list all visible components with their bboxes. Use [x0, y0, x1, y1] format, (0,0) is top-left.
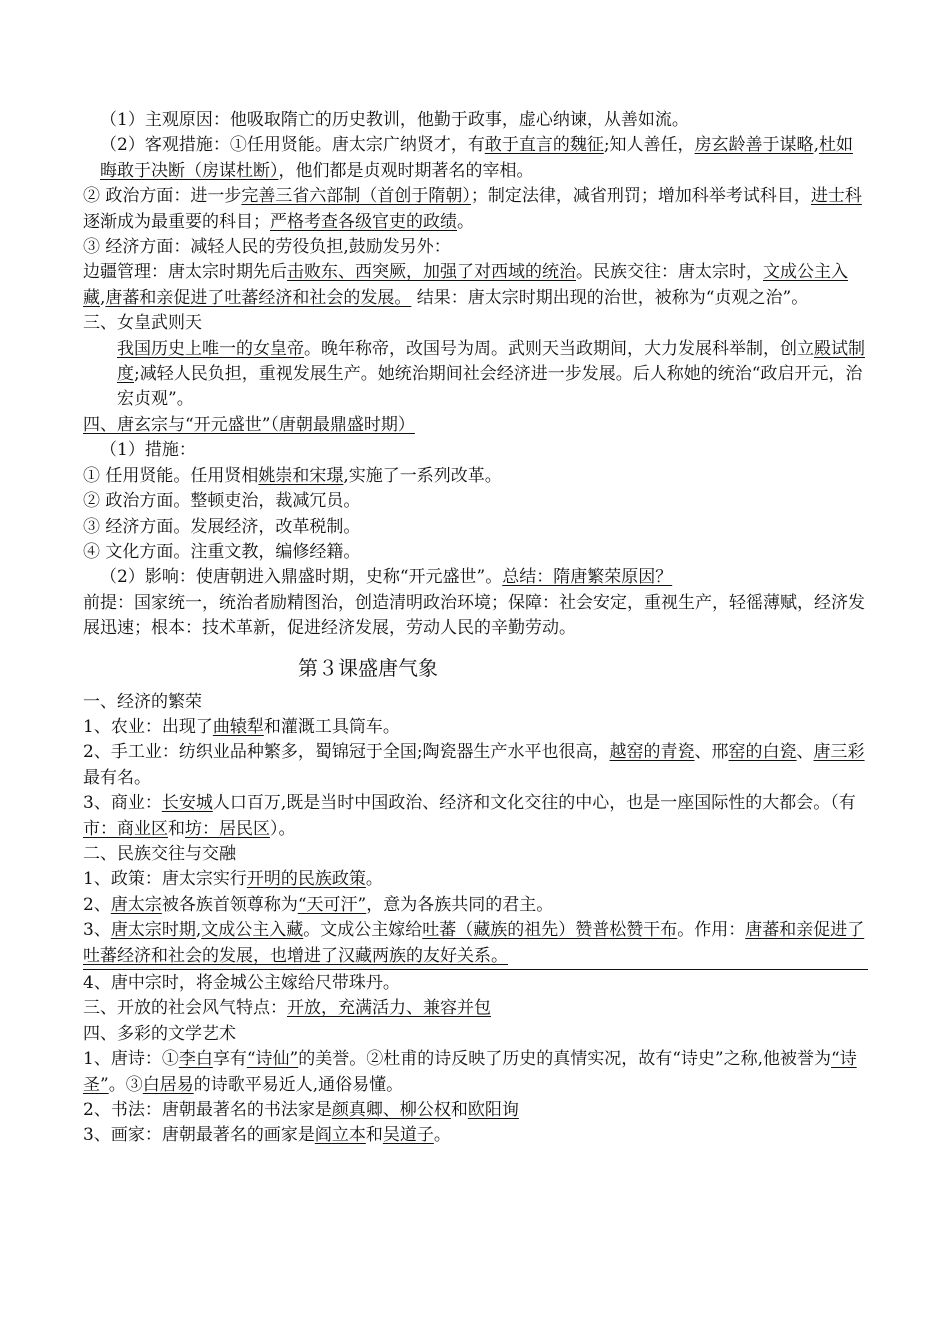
para-politics: [83, 184, 868, 235]
text: 4、唐中宗时，将金城公主嫁给尺带珠丹。: [83, 973, 400, 993]
underlined-text: 唐蕃和亲促进了吐蕃经济和社会的发展，也增进了汉藏两族的友好关系。: [83, 920, 865, 966]
document-page: [83, 108, 868, 1149]
measure-1: [83, 464, 868, 489]
text: ② 政治方面。整顿吏治，裁减冗员。: [83, 491, 361, 512]
lesson-title: [83, 652, 868, 684]
underlined-text: 唐太宗时期: [110, 920, 196, 941]
measure-4: [83, 540, 868, 565]
heading-literature-art: [83, 1022, 868, 1047]
text: ③ 经济方面：减轻人民的劳役负担,鼓励发另外：: [83, 237, 451, 258]
underlined-text: 文成公主入藏: [83, 262, 848, 308]
text: 3、画家：唐朝最著名的画家是: [83, 1125, 315, 1146]
text: ，意为各族共同的君主。: [366, 894, 554, 915]
text: 、: [796, 742, 814, 763]
text: 三、开放的社会风气特点：: [83, 998, 287, 1019]
text: ③ 经济方面。发展经济，改革税制。: [83, 516, 361, 537]
item-jincheng: [83, 971, 868, 996]
text: 2、书法：唐朝最著名的书法家是: [83, 1100, 332, 1121]
para-impact: [83, 565, 868, 590]
para-measures-label: [83, 438, 868, 463]
item-commerce: [83, 791, 868, 842]
text: ）。: [270, 818, 296, 839]
underlined-text: 欧阳询: [467, 1100, 519, 1121]
text: 和: [365, 1125, 383, 1146]
heading-text: 二、民族交往与交融: [83, 843, 236, 864]
text: ,: [195, 920, 202, 941]
text: 前提：国家统一，统治者励精图治，创造清明政治环境；保障：社会安定，重视生产，轻徭薄赋，经济发展迅速；根本：技术革新，促进经济发展，劳动人民的辛勤劳动。: [83, 592, 865, 639]
underlined-text: “诗仙”: [246, 1049, 299, 1070]
heading-wu-zetian: [83, 311, 868, 336]
text: 和灌溉工具筒车。: [263, 716, 400, 737]
text: 被各族首领尊称为: [161, 894, 298, 915]
text: 2、手工业：纺织业品种繁多，蜀锦冠于全国;陶瓷器生产水平也很高，: [83, 742, 610, 763]
underlined-text: 坊：居民区: [185, 818, 270, 839]
underlined-text: 唐太宗: [110, 894, 162, 915]
item-agriculture: [83, 715, 868, 740]
text: 3、商业：: [83, 793, 162, 814]
text: 。作用：: [677, 920, 746, 941]
item-tang-poetry: [83, 1047, 868, 1098]
heading-economy: [83, 690, 868, 715]
underlined-text: 进士科: [810, 186, 862, 207]
text: 和: [168, 818, 185, 839]
measure-2: [83, 489, 868, 514]
item-painting: [83, 1123, 868, 1148]
heading-text: 四、多彩的文学艺术: [83, 1023, 236, 1044]
text: 。民族交往：唐太宗时，: [576, 262, 763, 283]
underlined-text: 白居易: [142, 1074, 194, 1095]
para-objective-measures: [83, 133, 868, 184]
text: ,实施了一系列改革。: [343, 465, 502, 486]
underlined-text: 吴道子: [382, 1125, 434, 1146]
text: 最有名。: [83, 767, 151, 788]
heading-text: 三、女皇武则天: [83, 313, 202, 334]
text: 2、: [83, 894, 111, 915]
underlined-text: 长安城: [161, 793, 213, 814]
heading-social-atmosphere: [83, 996, 868, 1021]
underlined-text: “天可汗”: [297, 894, 367, 915]
text: （1）主观原因：他吸取隋亡的历史教训，他勤于政事，虚心纳谏，从善如流。: [100, 110, 689, 130]
underlined-text: 房玄龄善于谋略: [694, 135, 814, 156]
heading-xuanzong: [83, 413, 868, 438]
underlined-text: 曲辕犁: [212, 716, 264, 737]
text: 人口百万,既是当时中国政治、经济和文化交往的中心，也是一座国际性的大都会。（有: [212, 793, 856, 814]
text: ,: [813, 135, 819, 156]
underlined-text: 市：商业区: [83, 818, 168, 839]
underlined-text: 总结：隋唐繁荣原因？: [502, 567, 673, 588]
underlined-text: 我国历史上唯一的女皇帝: [117, 338, 304, 359]
para-wu-zetian: [83, 337, 868, 413]
underlined-text: 李白: [178, 1049, 213, 1070]
underlined-text: 严格考查各级官吏的政绩: [270, 211, 457, 232]
underlined-text: 颜真卿、柳公权: [331, 1100, 451, 1121]
text: ④ 文化方面。注重文教，编修经籍。: [83, 541, 361, 562]
text: ,: [100, 287, 106, 308]
text: 。: [433, 1125, 451, 1146]
underlined-text: 殿试制度: [117, 338, 865, 385]
item-wencheng: [83, 918, 868, 970]
underlined-text: 窑的白瓷: [728, 742, 797, 763]
item-calligraphy: [83, 1098, 868, 1123]
text: ① 任用贤能。任用贤相: [83, 465, 259, 486]
text: 。③: [108, 1074, 143, 1095]
text: （2）影响：使唐朝进入鼎盛时期，史称“开元盛世”。: [100, 567, 503, 588]
text: 逐渐成为最重要的科目；: [83, 211, 270, 232]
text: 。: [457, 211, 474, 232]
text: 享有: [212, 1049, 247, 1070]
heading-text: 四、唐玄宗与“开元盛世”（唐朝最鼎盛时期）: [83, 414, 415, 435]
item-handicraft: [83, 740, 868, 791]
heading-text: 一、经济的繁荣: [83, 691, 202, 712]
underlined-text: 击败东、西突厥，加强了对西域的统治: [287, 262, 576, 283]
para-economy: [83, 235, 868, 260]
item-policy: [83, 867, 868, 892]
underlined-text: 杜如晦敢于决断（房谋杜断）: [100, 135, 853, 181]
text: ② 政治方面：进一步: [83, 186, 242, 207]
underlined-text: “诗圣”: [83, 1049, 857, 1095]
text: 边疆管理：唐太宗时期先后: [83, 262, 287, 283]
text: ;知人善任，: [603, 135, 695, 156]
text: ；制定法律，减省刑罚；增加科举考试科目，: [470, 186, 811, 207]
para-subjective-reason: [83, 108, 868, 133]
text: ，他们都是贞观时期著名的宰相。: [278, 160, 534, 181]
measure-3: [83, 515, 868, 540]
text: （1）措施：: [100, 440, 196, 461]
underlined-text: 吐蕃（藏族的祖先）赞普松赞干布: [422, 920, 678, 941]
underlined-text: 敢于直言的魏征: [484, 135, 604, 156]
text: 1、唐诗：①: [83, 1049, 179, 1070]
text: 和: [450, 1100, 468, 1121]
text: 3、: [83, 920, 111, 941]
item-tian-kehan: [83, 893, 868, 918]
underlined-text: 姚崇和宋璟: [258, 465, 344, 486]
text: 。晚年称帝，改国号为周。武则天当政期间，大力发展科举制，创立: [304, 338, 814, 359]
underlined-text: 唐蕃和亲促进了吐蕃经济和社会的发展。: [105, 287, 412, 308]
para-summary: [83, 591, 868, 642]
underlined-text: 唐三彩: [813, 742, 865, 763]
text: ;减轻人民负担，重视发展生产。她统治期间社会经济进一步发展。后人称她的统治“政启开元，治宏贞观”。: [117, 364, 863, 410]
text: 的诗歌平易近人,通俗易懂。: [193, 1074, 404, 1095]
text: 1、农业：出现了: [83, 716, 213, 737]
underlined-text: 开放，充满活力、兼容并包: [287, 998, 491, 1019]
underlined-text: 阎立本: [314, 1125, 366, 1146]
text: 、邢: [694, 742, 729, 763]
title-text: 第３课盛唐气象: [298, 655, 438, 680]
text: 。文成公主嫁给: [303, 920, 423, 941]
underlined-text: 越窑的青瓷: [609, 742, 695, 763]
para-frontier: [83, 260, 868, 311]
text: 的美誉。②杜甫的诗反映了历史的真情实况，故有“诗史”之称,他被誉为: [298, 1049, 832, 1070]
text: 结果：唐太宗时期出现的治世，被称为“贞观之治”。: [411, 287, 809, 308]
underlined-text: 文成公主入藏: [201, 920, 304, 941]
heading-ethnic: [83, 842, 868, 867]
text: 。: [365, 869, 383, 890]
text: （2）客观措施：①任用贤能。唐太宗广纳贤才，有: [100, 135, 485, 156]
text: 1、政策：唐太宗实行: [83, 869, 247, 890]
underlined-text: 开明的民族政策: [246, 869, 366, 890]
underlined-text: 完善三省六部制（首创于隋朝）: [241, 186, 471, 207]
